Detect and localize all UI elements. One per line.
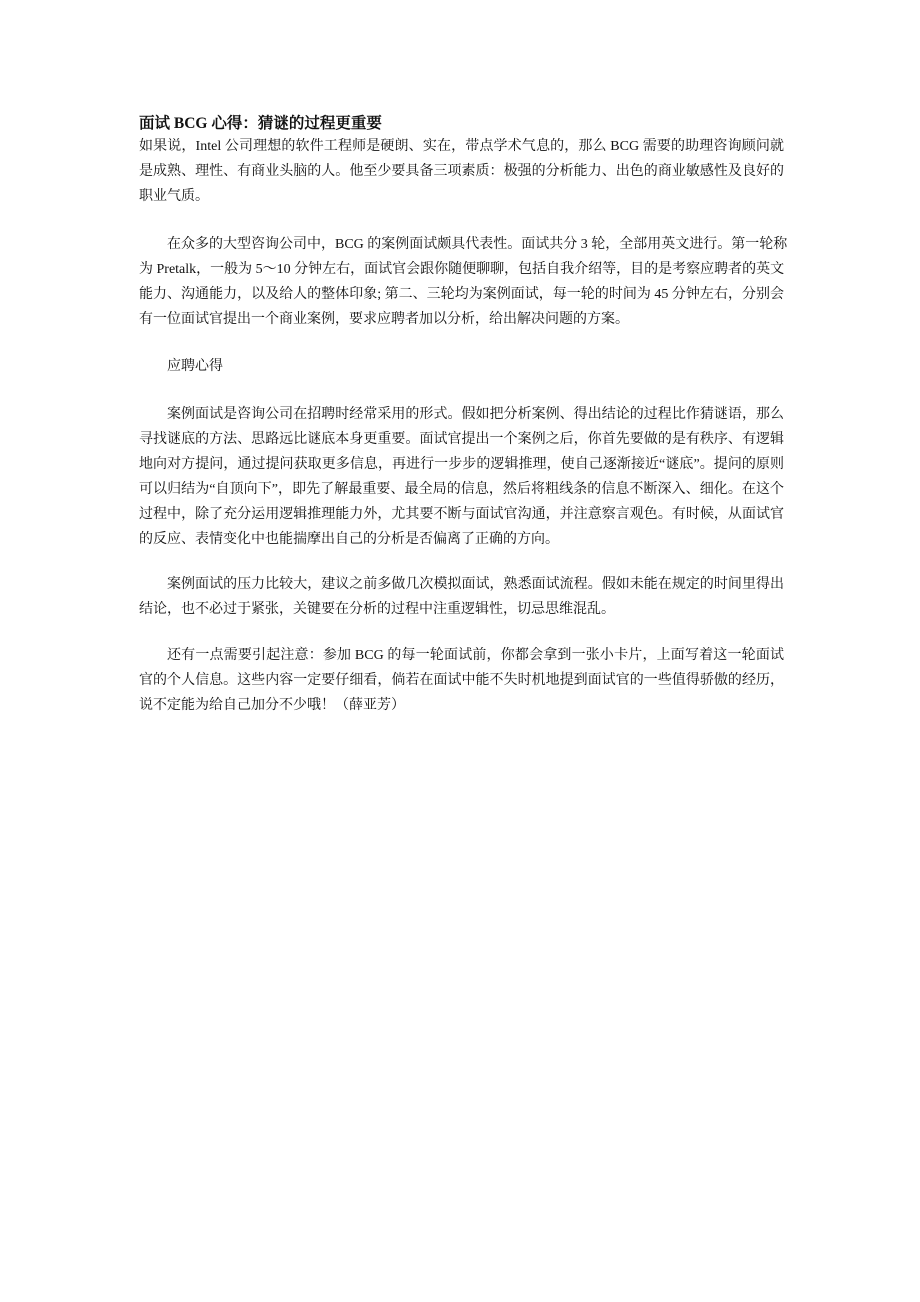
text-line: 有一位面试官提出一个商业案例，要求应聘者加以分析，给出解决问题的方案。	[139, 312, 629, 327]
paragraph-intro	[139, 134, 784, 209]
section-heading-experience	[139, 354, 784, 379]
text-line: 过程中，除了充分运用逻辑推理能力外，尤其要不断与面试官沟通，并注意察言观色。有时候，从面试官	[139, 507, 784, 522]
text-line: 案例面试是咨询公司在招聘时经常采用的形式。假如把分析案例、得出结论的过程比作猜谜语，那么	[167, 407, 784, 422]
paragraph-pressure	[139, 572, 784, 622]
text-line: 案例面试的压力比较大，建议之前多做几次模拟面试，熟悉面试流程。假如未能在规定的时间里得出	[167, 577, 784, 592]
article-title: 面试 BCG 心得：猜谜的过程更重要	[139, 115, 382, 132]
text-line: 是成熟、理性、有商业头脑的人。他至少要具备三项素质：极强的分析能力、出色的商业敏感性及良好的	[139, 164, 784, 179]
paragraph-case-interview	[139, 402, 784, 552]
text-line: 还有一点需要引起注意：参加 BCG 的每一轮面试前，你都会拿到一张小卡片，上面写着这一轮面试	[167, 648, 784, 663]
text-line: 如果说，Intel 公司理想的软件工程师是硬朗、实在，带点学术气息的，那么 BCG 需要的助理咨询顾问就	[139, 139, 784, 154]
text-line: 能力、沟通能力，以及给人的整体印象; 第二、三轮均为案例面试，每一轮的时间为 45 分钟左右，分别会	[139, 287, 784, 302]
text-line: 职业气质。	[139, 189, 209, 204]
text-line: 可以归结为“自顶向下”，即先了解最重要、最全局的信息，然后将粗线条的信息不断深入、细化。在这个	[139, 482, 784, 497]
text-line: 官的个人信息。这些内容一定要仔细看，倘若在面试中能不失时机地提到面试官的一些值得骄傲的经历，	[139, 673, 784, 688]
text-line: 寻找谜底的方法、思路远比谜底本身更重要。面试官提出一个案例之后，你首先要做的是有秩序、有逻辑	[139, 432, 784, 447]
paragraph-notice	[139, 643, 784, 718]
text-line: 地向对方提问，通过提问获取更多信息，再进行一步步的逻辑推理，使自己逐渐接近“谜底”。提问的原则	[139, 457, 784, 472]
paragraph-interview-format	[139, 232, 788, 332]
text-line: 说不定能为给自己加分不少哦！（薛亚芳）	[139, 698, 405, 713]
text-line: 为 Pretalk，一般为 5～10 分钟左右，面试官会跟你随便聊聊，包括自我介绍等，目的是考察应聘者的英文	[139, 262, 785, 277]
text-line: 在众多的大型咨询公司中，BCG 的案例面试颇具代表性。面试共分 3 轮，全部用英文进行。第一轮称	[167, 237, 788, 252]
text-line: 结论，也不必过于紧张，关键要在分析的过程中注重逻辑性，切忌思维混乱。	[139, 602, 615, 617]
text-line: 应聘心得	[167, 359, 223, 374]
text-line: 的反应、表情变化中也能揣摩出自己的分析是否偏离了正确的方向。	[139, 532, 559, 547]
